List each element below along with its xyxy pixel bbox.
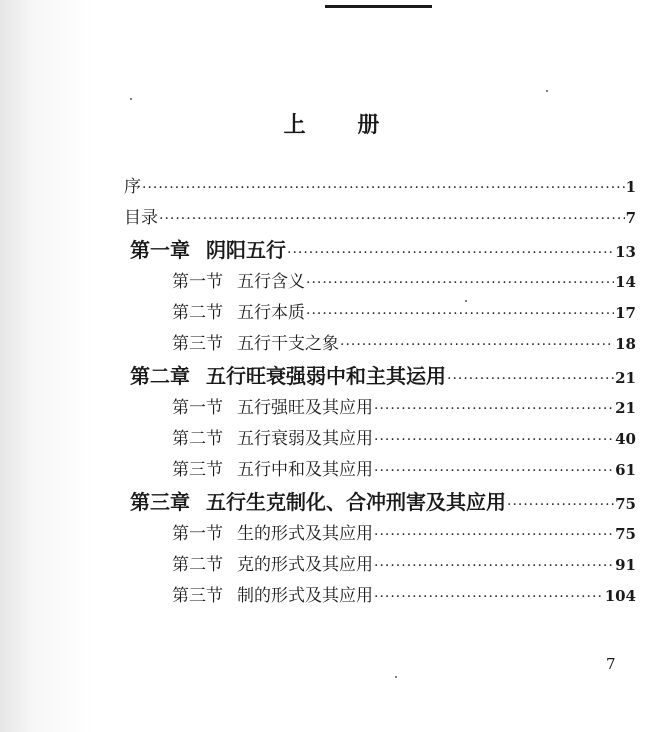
dot-leader	[374, 463, 614, 479]
toc-entry-label	[172, 393, 373, 418]
toc-entry-label	[172, 329, 339, 354]
toc-page-number: 91	[615, 556, 636, 574]
toc-page-number: 40	[615, 430, 636, 448]
section-number: 第二节	[172, 303, 223, 323]
section-number: 第三节	[172, 460, 223, 480]
header-rule	[325, 5, 432, 8]
section-title: 五行含义	[237, 272, 305, 292]
toc-page-number: 7	[625, 209, 636, 227]
chapter-title: 五行生克制化、合冲刑害及其应用	[206, 490, 506, 514]
dot-leader	[159, 211, 625, 227]
toc-entry-label	[172, 424, 373, 449]
dot-leader	[374, 401, 614, 417]
toc-entry-label	[172, 550, 373, 575]
dot-leader	[340, 337, 614, 353]
section-title: 五行强旺及其应用	[237, 398, 373, 418]
toc-section-row	[124, 424, 636, 455]
section-number: 第一节	[172, 272, 223, 292]
toc-page-number: 75	[615, 525, 636, 543]
dot-leader	[447, 371, 614, 387]
toc-entry-label	[172, 298, 305, 323]
chapter-number: 第二章	[130, 364, 190, 388]
toc-page-number: 61	[615, 461, 636, 479]
section-number: 第一节	[172, 398, 223, 418]
section-number: 第一节	[172, 524, 223, 544]
dot-leader	[306, 306, 614, 322]
toc-entry-label	[172, 581, 373, 606]
toc-page-number: 21	[615, 369, 636, 387]
dot-leader	[374, 527, 614, 543]
toc-entry-label	[172, 267, 305, 292]
section-title: 五行衰弱及其应用	[237, 429, 373, 449]
chapter-number: 第一章	[130, 238, 190, 262]
dot-leader	[142, 180, 625, 196]
entry-title: 目录	[124, 208, 158, 228]
toc-page-number: 17	[615, 304, 636, 322]
toc-page-number: 75	[615, 495, 636, 513]
toc-entry-label	[130, 486, 506, 515]
toc-section-row	[124, 455, 636, 486]
dot-leader	[507, 497, 614, 513]
chapter-number: 第三章	[130, 490, 190, 514]
toc-page-number: 14	[615, 273, 636, 291]
page-number: 7	[606, 655, 616, 673]
toc-entry-label	[172, 519, 373, 544]
toc-chapter-row	[130, 486, 636, 519]
volume-title: 上 册	[283, 113, 402, 138]
toc-section-row	[124, 519, 636, 550]
section-number: 第二节	[172, 429, 223, 449]
dot-leader	[374, 432, 614, 448]
toc-entry-label	[124, 203, 158, 228]
toc-section-row	[124, 267, 636, 298]
table-of-contents	[124, 172, 636, 612]
entry-title: 序	[124, 177, 141, 197]
toc-entry-label	[124, 172, 141, 197]
toc-section-row	[124, 550, 636, 581]
section-title: 制的形式及其应用	[237, 586, 373, 606]
toc-section-row	[124, 581, 636, 612]
section-number: 第二节	[172, 555, 223, 575]
section-title: 生的形式及其应用	[237, 524, 373, 544]
toc-entry-row	[124, 203, 636, 234]
dot-leader	[374, 558, 614, 574]
toc-section-row	[124, 329, 636, 360]
toc-page-number: 1	[625, 178, 636, 196]
section-number: 第三节	[172, 334, 223, 354]
toc-chapter-row	[130, 234, 636, 267]
toc-page-number: 18	[615, 335, 636, 353]
scan-speck	[130, 98, 132, 100]
toc-section-row	[124, 298, 636, 329]
section-title: 五行本质	[237, 303, 305, 323]
scan-speck	[395, 676, 397, 678]
toc-section-row	[124, 393, 636, 424]
toc-entry-label	[172, 455, 373, 480]
section-number: 第三节	[172, 586, 223, 606]
toc-chapter-row	[130, 360, 636, 393]
toc-entry-row	[124, 172, 636, 203]
section-title: 克的形式及其应用	[237, 555, 373, 575]
chapter-title: 五行旺衰强弱中和主其运用	[206, 364, 446, 388]
toc-page-number: 13	[615, 243, 636, 261]
scan-speck	[546, 90, 548, 92]
toc-page-number: 104	[604, 587, 636, 605]
section-title: 五行中和及其应用	[237, 460, 373, 480]
dot-leader	[306, 275, 614, 291]
dot-leader	[287, 245, 614, 261]
dot-leader	[374, 589, 604, 605]
toc-entry-label	[130, 360, 446, 389]
toc-entry-label	[130, 234, 286, 263]
toc-page-number: 21	[615, 399, 636, 417]
section-title: 五行干支之象	[237, 334, 339, 354]
chapter-title: 阴阳五行	[206, 238, 286, 262]
